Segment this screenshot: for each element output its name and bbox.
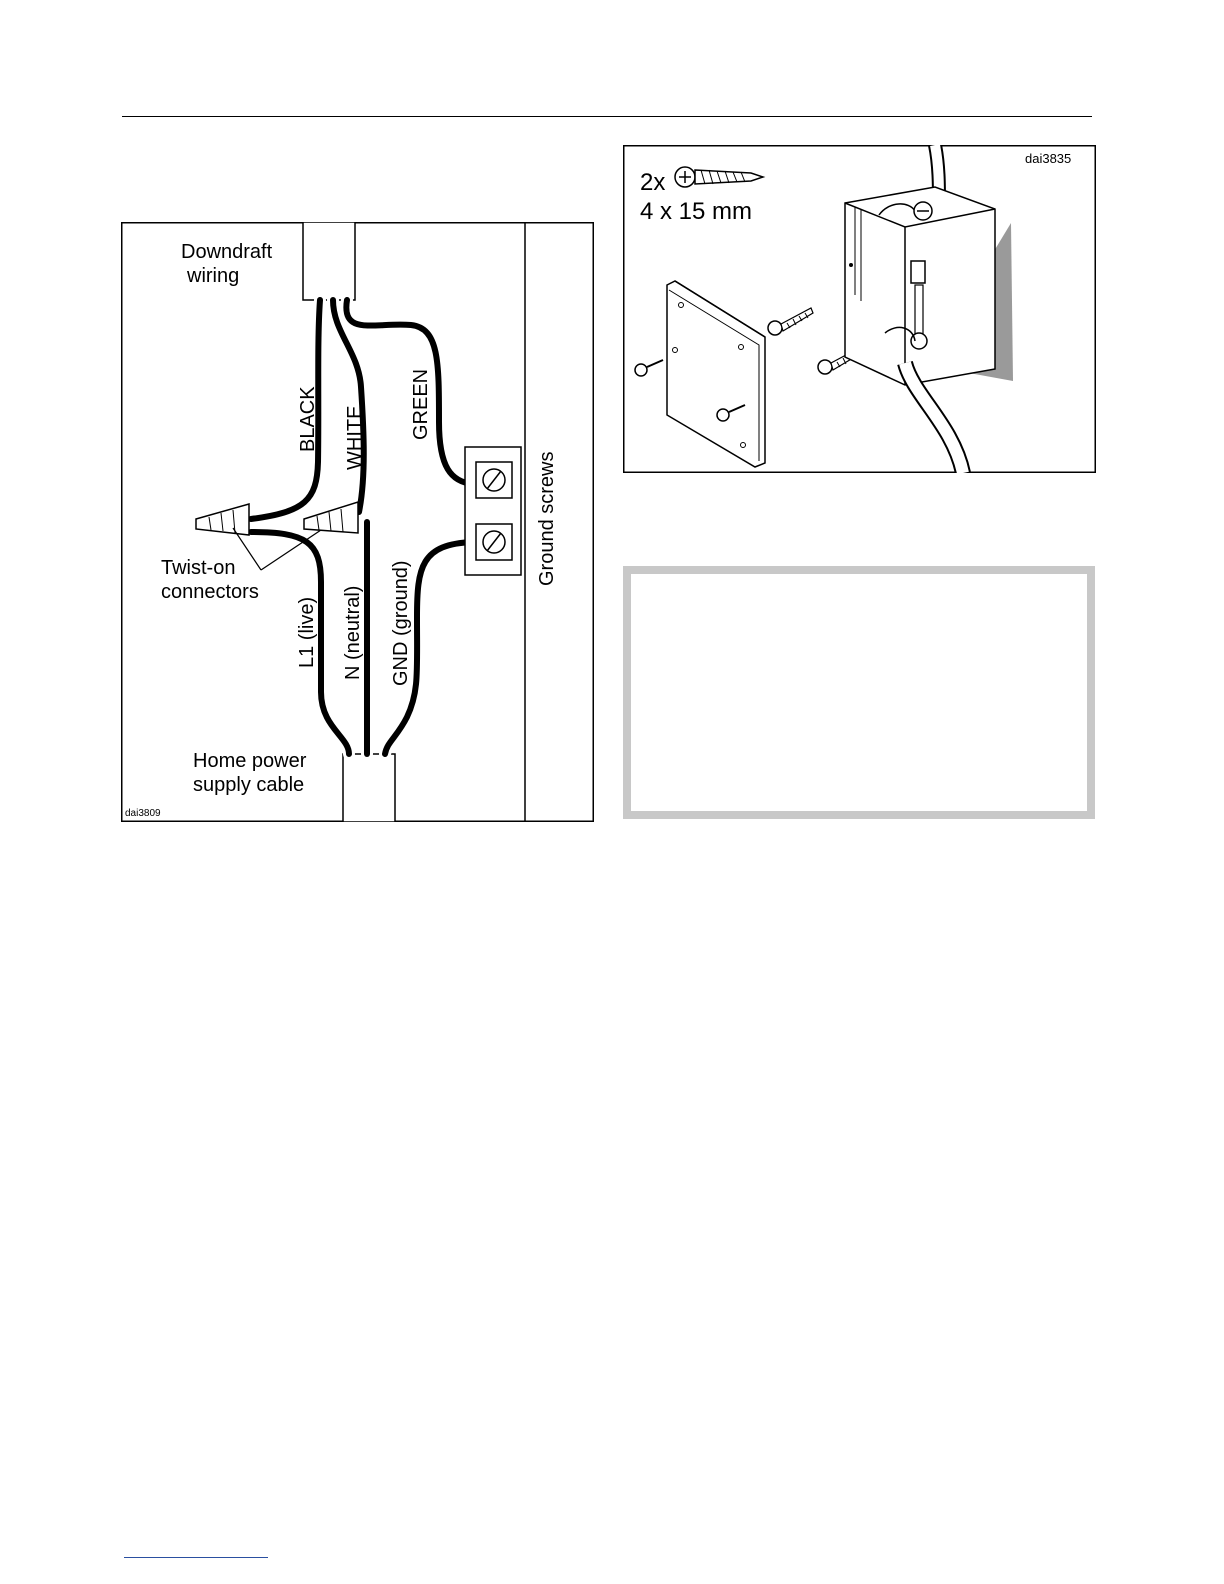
downdraft-cable [303,222,355,300]
ground-screws-label: Ground screws [536,451,558,586]
downdraft-label-2: wiring [187,265,240,287]
white-label: WHITE [344,405,366,470]
downdraft-label-1: Downdraft [181,241,273,263]
figure-id: dai3835 [1025,151,1072,166]
junction-box [845,187,1013,385]
black-label: BLACK [297,386,319,452]
l1-label: L1 (live) [296,596,318,668]
junction-box-diagram [623,145,1096,473]
screw-size: 4 x 15 mm [640,198,753,225]
home-power-cable [343,754,395,822]
header-rule [122,116,1092,117]
green-label: GREEN [410,368,432,440]
screw-quantity: 2x [640,169,666,196]
twist-on-label-2: connectors [161,581,259,603]
home-power-label-1: Home power [193,750,307,772]
note-box [623,566,1095,819]
twist-on-label-1: Twist-on [161,557,236,579]
home-power-label-2: supply cable [193,774,305,796]
n-label: N (neutral) [342,585,364,680]
footer-link-rule [124,1557,268,1558]
gnd-label: GND (ground) [390,560,412,686]
wiring-diagram [121,222,594,822]
figure-id: dai3809 [125,808,161,819]
